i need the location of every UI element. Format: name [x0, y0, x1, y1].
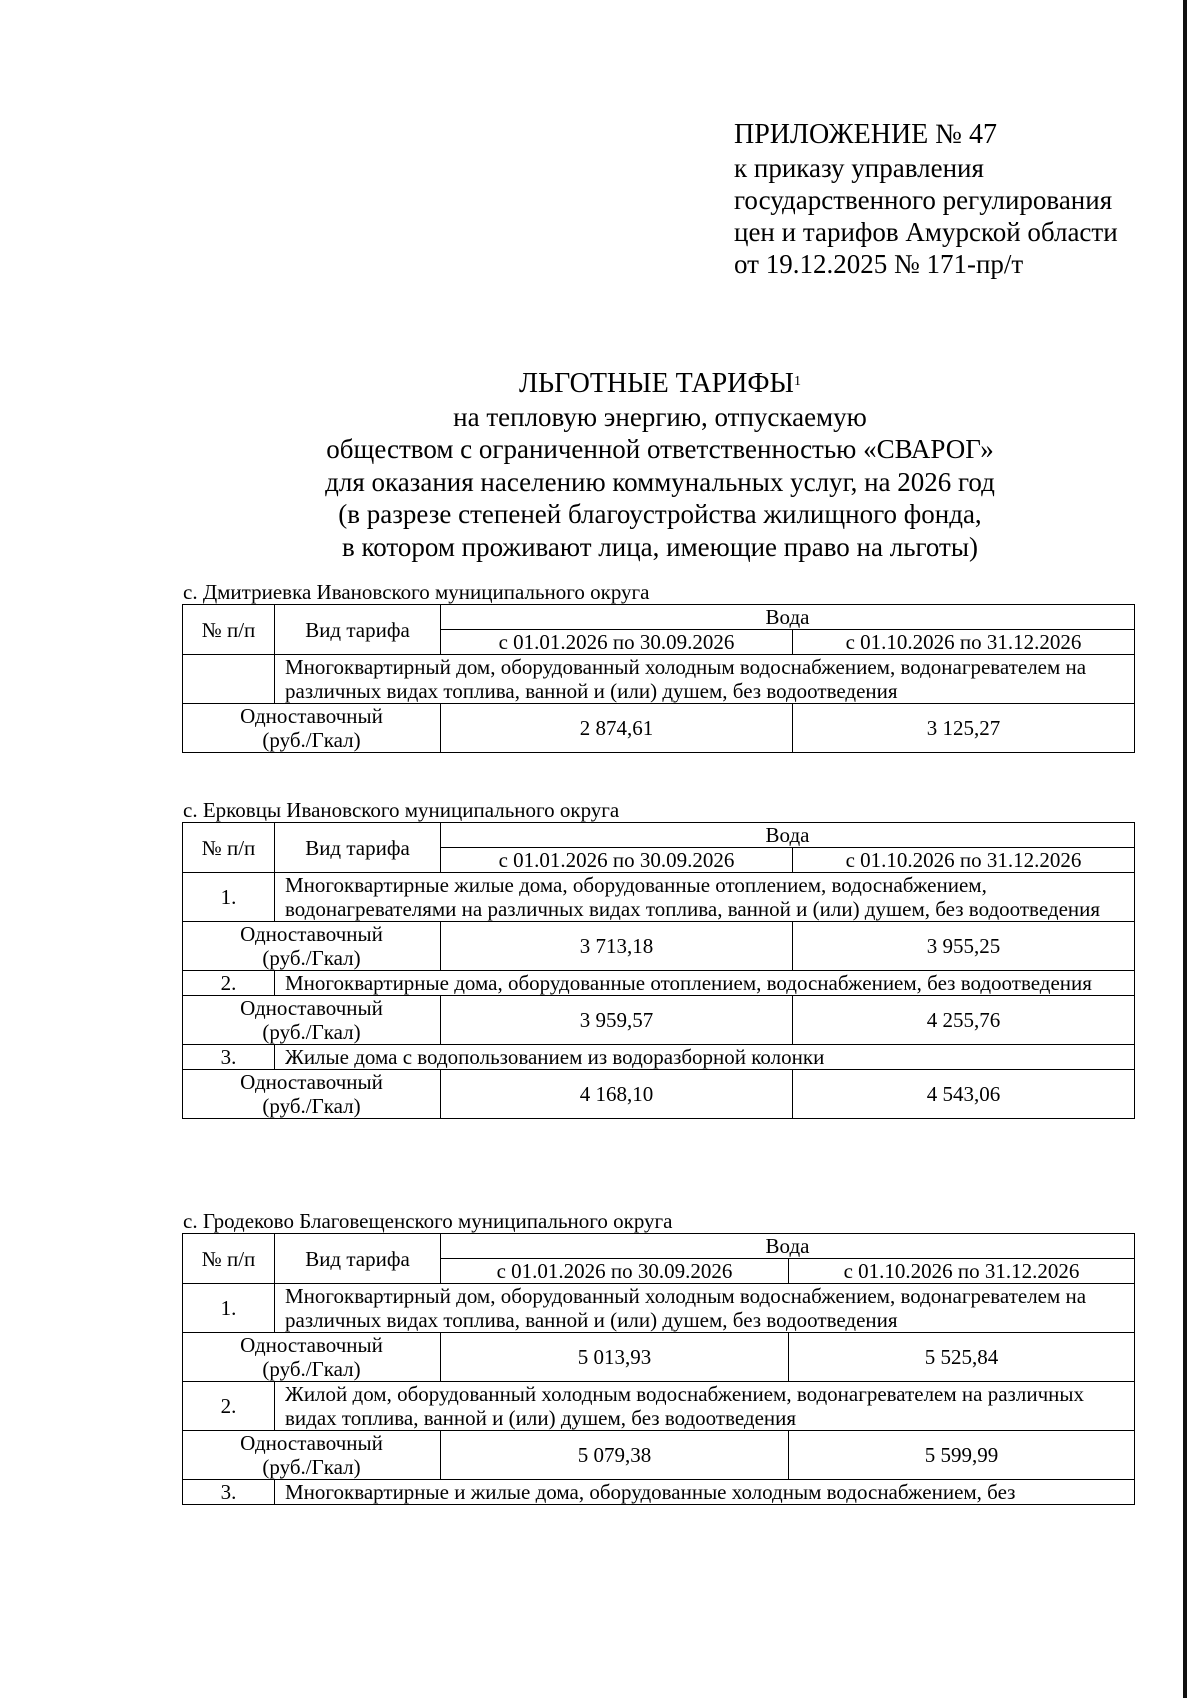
heading-line: обществом с ограниченной ответственностью «СВАРОГ» [326, 434, 994, 464]
row-description: Многоквартирные дома, оборудованные отоплением, водоснабжением, без водоотведения [275, 971, 1135, 996]
tariff-label-line: Одноставочный [240, 1070, 383, 1094]
table-row [183, 971, 1135, 996]
tariff-label-unit: (руб./Гкал) [262, 946, 361, 970]
appendix-title: ПРИЛОЖЕНИЕ № 47 [734, 119, 997, 150]
tariff-table [182, 822, 1135, 1119]
table-row [183, 996, 1135, 1045]
appendix-block [734, 118, 1174, 280]
row-num: 2. [183, 1382, 275, 1431]
table-row [183, 1333, 1135, 1382]
header-num: № п/п [183, 605, 275, 655]
header-tariff-type: Вид тарифа [275, 823, 441, 873]
tariff-label-line: Одноставочный [240, 1333, 383, 1357]
row-description: Жилой дом, оборудованный холодным водоснабжением, водонагревателем на различных видах топлива, ванной и (или) душем, без водоотведения [275, 1382, 1135, 1431]
tariff-value-period-1: 2 874,61 [441, 704, 793, 753]
document-heading [180, 368, 1140, 563]
tariff-value-period-1: 5 079,38 [441, 1431, 789, 1480]
header-period-1: с 01.01.2026 по 30.09.2026 [441, 630, 793, 655]
row-description: Многоквартирные и жилые дома, оборудованные холодным водоснабжением, без [275, 1480, 1135, 1505]
header-water: Вода [441, 605, 1135, 630]
header-water: Вода [441, 823, 1135, 848]
heading-line: в котором проживают лица, имеющие право на льготы) [342, 531, 978, 562]
header-num: № п/п [183, 1234, 275, 1284]
page-edge-line [1183, 0, 1187, 1698]
tariff-label-unit: (руб./Гкал) [262, 1357, 361, 1381]
section-location: с. Гродеково Благовещенского муниципального округа [183, 1209, 673, 1233]
table-row [183, 1284, 1135, 1333]
header-period-1: с 01.01.2026 по 30.09.2026 [441, 1259, 789, 1284]
appendix-line: от 19.12.2025 № 171-пр/т [734, 249, 1024, 279]
tariff-label [183, 996, 441, 1045]
tariff-value-period-2: 5 525,84 [789, 1333, 1135, 1382]
tariff-value-period-2: 3 955,25 [793, 922, 1135, 971]
heading-line: для оказания населению коммунальных услуг, на 2026 год [325, 466, 995, 497]
table-row [183, 922, 1135, 971]
row-description: Многоквартирный дом, оборудованный холодным водоснабжением, водонагревателем на различных видах топлива, ванной и (или) душем, без водоотведения [275, 1284, 1135, 1333]
tariff-label-unit: (руб./Гкал) [262, 1020, 361, 1044]
tariff-label-line: Одноставочный [240, 1431, 383, 1455]
row-num: 1. [183, 1284, 275, 1333]
tariff-value-period-2: 4 255,76 [793, 996, 1135, 1045]
header-period-1: с 01.01.2026 по 30.09.2026 [441, 848, 793, 873]
row-num: 3. [183, 1480, 275, 1505]
row-num: 1. [183, 873, 275, 922]
appendix-line: к приказу управления [734, 153, 984, 183]
header-tariff-type: Вид тарифа [275, 605, 441, 655]
tariff-label-unit: (руб./Гкал) [262, 728, 361, 752]
table-row [183, 655, 1135, 704]
tariff-value-period-1: 3 713,18 [441, 922, 793, 971]
row-num: 2. [183, 971, 275, 996]
section-location: с. Дмитриевка Ивановского муниципального округа [183, 580, 650, 604]
tariff-label [183, 1333, 441, 1382]
document-title [180, 368, 1140, 401]
row-num [183, 655, 275, 704]
tariff-label-line: Одноставочный [240, 704, 383, 728]
table-row [183, 704, 1135, 753]
tariff-section-dmitrievka [182, 580, 1134, 753]
row-description: Многоквартирный дом, оборудованный холодным водоснабжением, водонагревателем на различных видах топлива, ванной и (или) душем, без водоотведения [275, 655, 1135, 704]
tariff-value-period-2: 3 125,27 [793, 704, 1135, 753]
tariff-value-period-1: 5 013,93 [441, 1333, 789, 1382]
tariff-section-grodekovo [182, 1209, 1134, 1505]
header-period-2: с 01.10.2026 по 31.12.2026 [789, 1259, 1135, 1284]
row-description: Многоквартирные жилые дома, оборудованные отоплением, водоснабжением, водонагревателями на различных видах топлива, ванной и (или) душем, без водоотведения [275, 873, 1135, 922]
header-water: Вода [441, 1234, 1135, 1259]
header-tariff-type: Вид тарифа [275, 1234, 441, 1284]
table-row [183, 1045, 1135, 1070]
tariff-label [183, 1070, 441, 1119]
row-description: Жилые дома с водопользованием из водоразборной колонки [275, 1045, 1135, 1070]
tariff-label [183, 922, 441, 971]
document-title-text: ЛЬГОТНЫЕ ТАРИФЫ [519, 368, 794, 399]
tariff-table [182, 604, 1135, 753]
heading-line: на тепловую энергию, отпускаемую [453, 401, 867, 432]
tariff-label-line: Одноставочный [240, 996, 383, 1020]
tariff-value-period-2: 4 543,06 [793, 1070, 1135, 1119]
tariff-label [183, 1431, 441, 1480]
tariff-value-period-1: 4 168,10 [441, 1070, 793, 1119]
tariff-label [183, 704, 441, 753]
header-period-2: с 01.10.2026 по 31.12.2026 [793, 630, 1135, 655]
table-row [183, 1480, 1135, 1505]
tariff-value-period-2: 5 599,99 [789, 1431, 1135, 1480]
tariff-label-unit: (руб./Гкал) [262, 1094, 361, 1118]
table-row [183, 1431, 1135, 1480]
appendix-line: цен и тарифов Амурской области [734, 217, 1118, 247]
tariff-label-unit: (руб./Гкал) [262, 1455, 361, 1479]
tariff-label-line: Одноставочный [240, 922, 383, 946]
table-row [183, 1382, 1135, 1431]
table-row [183, 1070, 1135, 1119]
section-location: с. Ерковцы Ивановского муниципального округа [183, 798, 620, 822]
table-row [183, 873, 1135, 922]
heading-line: (в разрезе степеней благоустройства жилищного фонда, [338, 499, 982, 529]
footnote-mark: 1 [793, 374, 801, 389]
header-period-2: с 01.10.2026 по 31.12.2026 [793, 848, 1135, 873]
appendix-line: государственного регулирования [734, 185, 1113, 215]
tariff-section-erkovtsy [182, 798, 1134, 1119]
header-num: № п/п [183, 823, 275, 873]
tariff-table [182, 1233, 1135, 1505]
tariff-value-period-1: 3 959,57 [441, 996, 793, 1045]
row-num: 3. [183, 1045, 275, 1070]
